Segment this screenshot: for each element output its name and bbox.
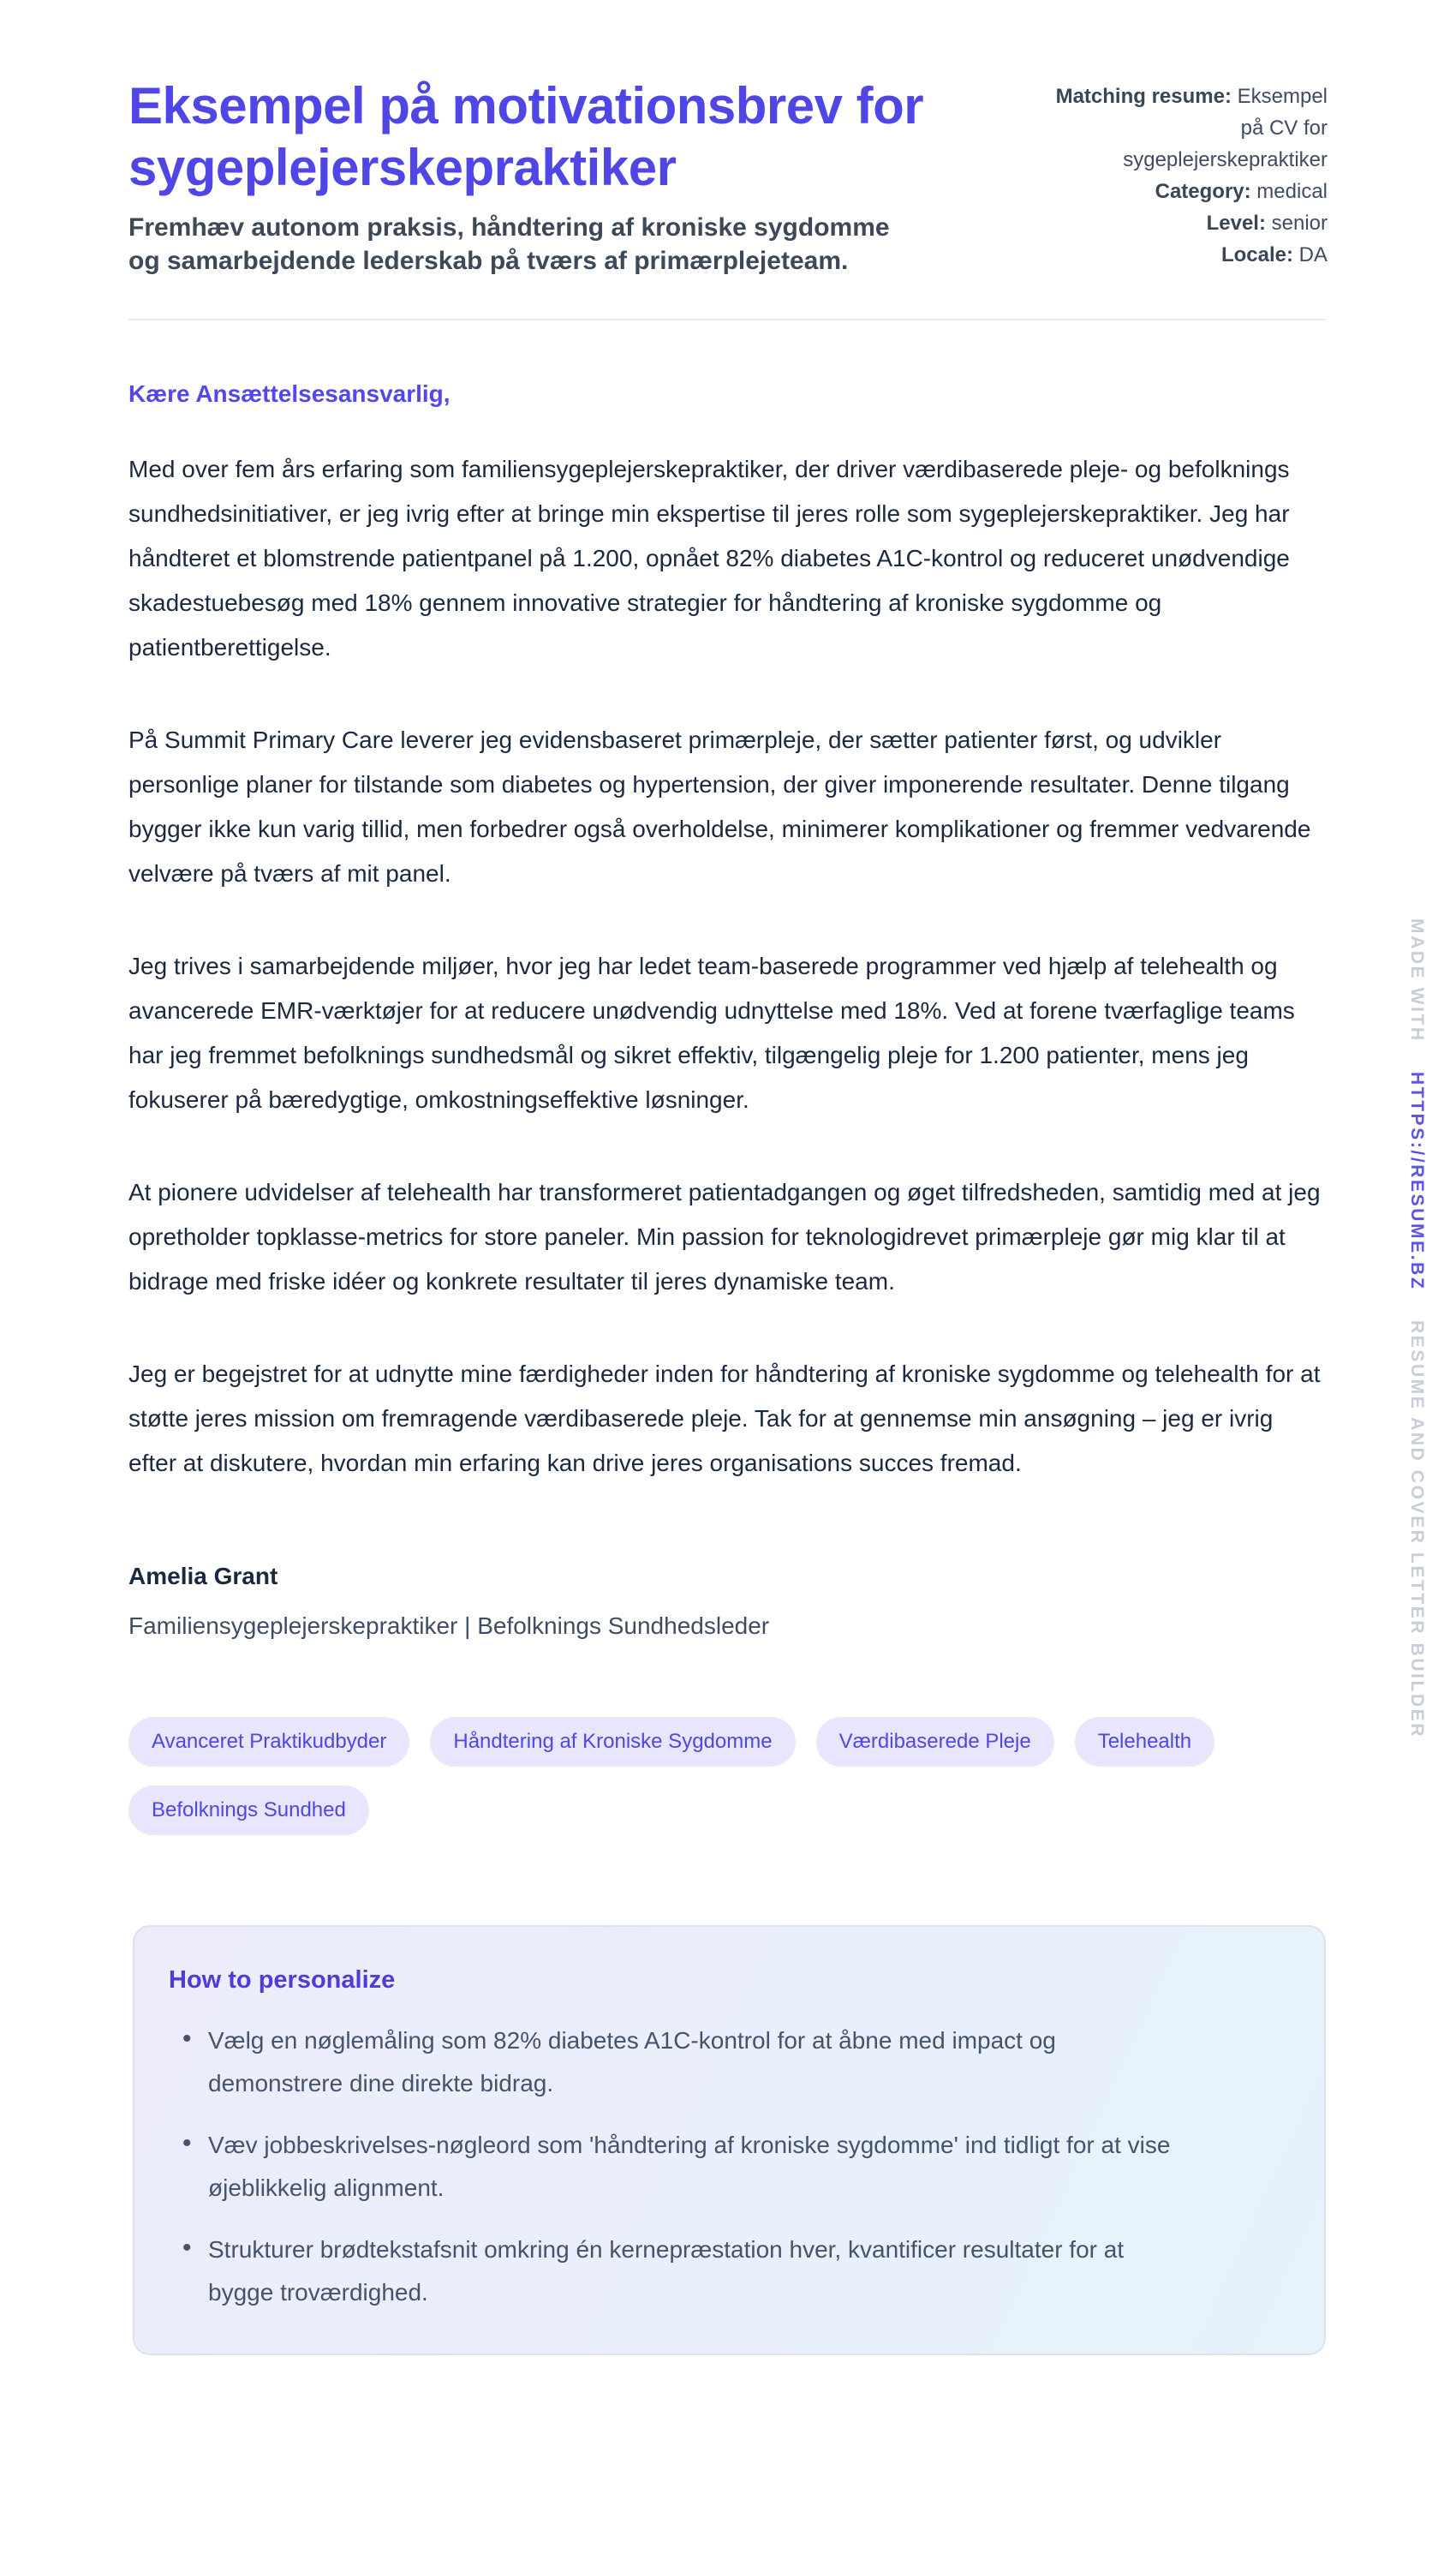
meta-level-value: senior [1271, 212, 1328, 235]
letter-paragraph: Jeg trives i samarbejdende miljøer, hvor jeg har ledet team-baserede programmer ved hjælp af telehealth og avancerede EMR-værktøjer for at reducere unødvendig udnyttelse med 18%. Ved at forene tværfaglige teams har jeg fremmet befolknings sundhedsmål og sikret effektiv, tilgængelig pleje for 1.200 patienter, mens jeg fokuserer på bæredygtige, omkostningseffektive løsninger. [128, 953, 1295, 1113]
skill-tag[interactable]: Håndtering af Kroniske Sygdomme [430, 1717, 795, 1767]
made-with-suffix: RESUME AND COVER LETTER BUILDER [1407, 1319, 1427, 1739]
how-to-tip [169, 2124, 1179, 2210]
meta-locale-value: DA [1298, 243, 1328, 266]
meta-matching-resume-label: Matching resume: [1055, 85, 1238, 108]
how-to-tip [169, 2019, 1179, 2105]
resume-bz-link[interactable]: HTTPS://RESUME.BZ [1407, 1072, 1427, 1291]
how-to-tip-text: Strukturer brødtekstafsnit omkring én kernepræstation hver, kvantificer resultater for at bygge troværdighed. [208, 2236, 1125, 2306]
page-header [128, 75, 1328, 278]
meta-locale-label: Locale: [1220, 243, 1299, 266]
meta-level-label: Level: [1206, 212, 1272, 235]
letter-greeting: Kære Ansættelsesansvarlig, [128, 380, 451, 407]
how-to-tips-list [169, 2019, 1288, 2314]
signature-role: Familiensygeplejerskepraktiker | Befolknings Sundhedsleder [128, 1612, 770, 1639]
how-to-tip [169, 2228, 1179, 2314]
meta-category-value: medical [1256, 180, 1328, 203]
made-with-badge [1406, 918, 1427, 1738]
how-to-personalize-box [133, 1925, 1326, 2355]
cover-letter-page [128, 0, 1328, 2355]
letter-paragraph: At pionere udvidelser af telehealth har transformeret patientadgangen og øget tilfredsheden, samtidig med at jeg opretholder topklasse-metrics for store paneler. Min passion for teknologidrevet primærpleje gør mig klar til at bidrage med friske idéer og konkrete resultater til jeres dynamiske team. [128, 1179, 1321, 1295]
skill-tags [128, 1717, 1328, 1835]
bullet-icon: • [182, 2025, 192, 2053]
meta-panel [1036, 75, 1328, 271]
how-to-tip-text: Væv jobbeskrivelses-nøgleord som 'håndtering af kroniske sygdomme' ind tidligt for at vise øjeblikkelig alignment. [208, 2132, 1171, 2201]
page-subtitle: Fremhæv autonom praksis, håndtering af kroniske sygdomme og samarbejdende lederskab på tværs af primærplejeteam. [128, 213, 890, 275]
meta-category-label: Category: [1155, 180, 1257, 203]
how-to-personalize-title: How to personalize [169, 1966, 396, 1994]
skill-tag[interactable]: Værdibaserede Pleje [816, 1717, 1054, 1767]
bullet-icon: • [182, 2129, 192, 2157]
page-title: Eksempel på motivationsbrev for sygeplejerskepraktiker [128, 77, 924, 196]
letter-body [128, 372, 1328, 1486]
how-to-tip-text: Vælg en nøglemåling som 82% diabetes A1C-kontrol for at åbne med impact og demonstrere dine direkte bidrag. [208, 2027, 1056, 2096]
skill-tag[interactable]: Avanceret Praktikudbyder [128, 1717, 409, 1767]
made-with-prefix: MADE WITH [1407, 918, 1427, 1043]
letter-paragraph: Jeg er begejstret for at udnytte mine færdigheder inden for håndtering af kroniske sygdomme og telehealth for at støtte jeres mission om fremragende værdibaserede pleje. Tak for at gennemse min ansøgning – jeg er ivrig efter at diskutere, hvordan min erfaring kan drive jeres organisations succes fremad. [128, 1361, 1321, 1476]
letter-paragraph: Med over fem års erfaring som familiensygeplejerskepraktiker, der driver værdibaserede pleje- og befolknings sundhedsinitiativer, er jeg ivrig efter at bringe min ekspertise til jeres rolle som sygeplejerskepraktiker. Jeg har håndteret et blomstrende patientpanel på 1.200, opnået 82% diabetes A1C-kontrol og reduceret unødvendige skadestuebesøg med 18% gennem innovative strategier for håndtering af kroniske sygdomme og patientberettigelse. [128, 456, 1290, 661]
header-title-block [128, 75, 1036, 278]
signature-name: Amelia Grant [128, 1563, 278, 1589]
meta-matching-resume-value[interactable]: Eksempel på CV for sygeplejerskepraktiker [1123, 85, 1328, 171]
letter-paragraph: På Summit Primary Care leverer jeg evidensbaseret primærpleje, der sætter patienter først, og udvikler personlige planer for tilstande som diabetes og hypertension, der giver imponerende resultater. Denne tilgang bygger ikke kun varig tillid, men forbedrer også overholdelse, minimerer komplikationer og fremmer vedvarende velvære på tværs af mit panel. [128, 727, 1311, 887]
skill-tag[interactable]: Telehealth [1075, 1717, 1214, 1767]
bullet-icon: • [182, 2234, 192, 2262]
signature-block [128, 1554, 1328, 1648]
skill-tag[interactable]: Befolknings Sundhed [128, 1785, 369, 1835]
header-divider [128, 319, 1326, 320]
